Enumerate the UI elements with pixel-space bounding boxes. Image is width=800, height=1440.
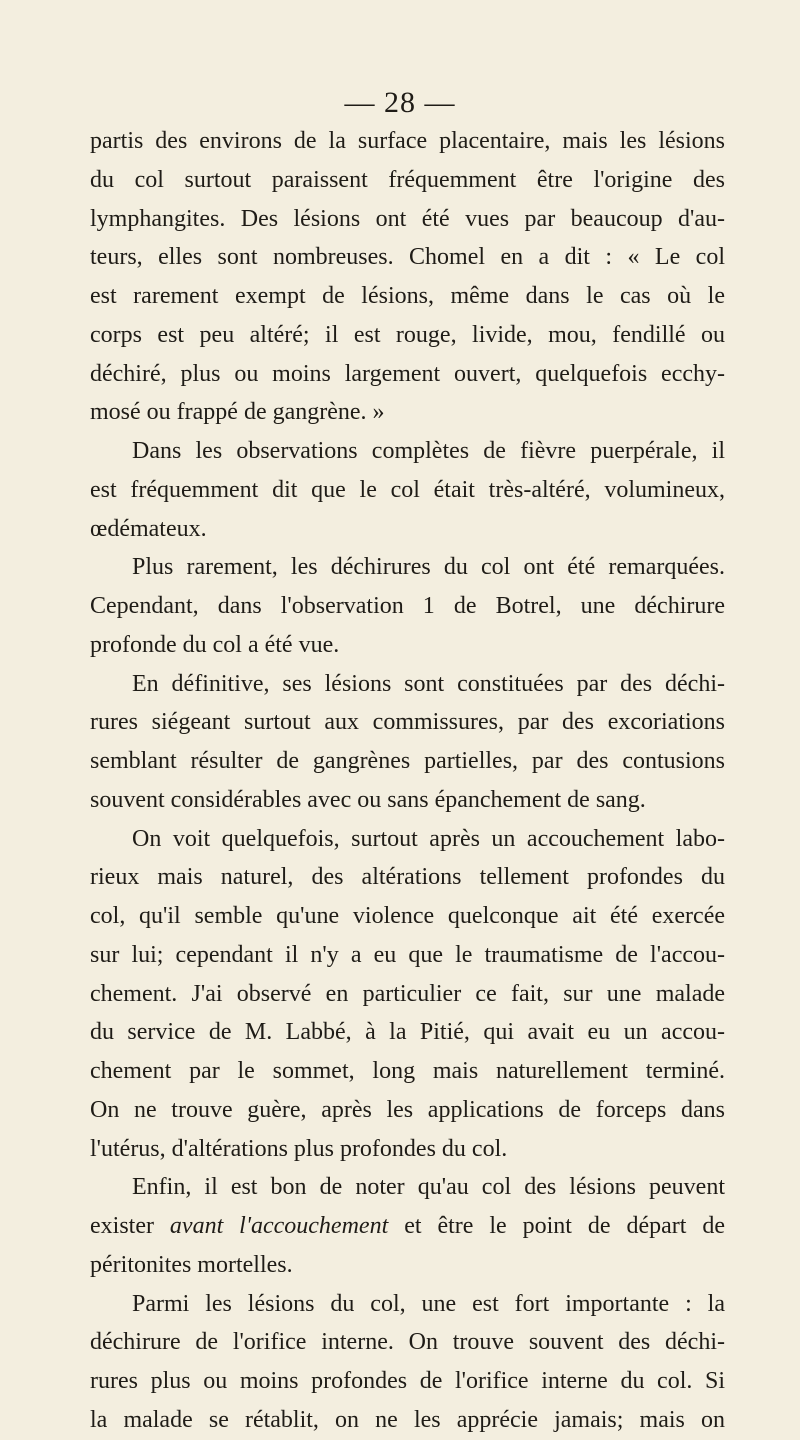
text-line: péritonites mortelles. xyxy=(90,1251,293,1278)
text-line: Plus rarement, les déchirures du col ont été remarquées. xyxy=(132,554,725,581)
text-line: du col surtout paraissent fréquemment être l'origine des xyxy=(90,166,725,193)
text-line: la malade se rétablit, on ne les apprécie jamais; mais on xyxy=(90,1406,725,1433)
text-line: chement par le sommet, long mais naturellement terminé. xyxy=(90,1058,725,1084)
text-line: Enfin, il est bon de noter qu'au col des lésions peuvent xyxy=(132,1174,725,1201)
text-line: corps est peu altéré; il est rouge, livide, mou, fendillé ou xyxy=(90,321,725,348)
text-line: col, qu'il semble qu'une violence quelconque ait été exercée xyxy=(90,903,725,929)
text-line: déchirure de l'orifice interne. On trouve souvent des déchi- xyxy=(90,1329,725,1356)
text-line: chement. J'ai observé en particulier ce fait, sur une malade xyxy=(90,980,725,1007)
text-line: On ne trouve guère, après les applications de forceps dans xyxy=(90,1096,725,1123)
body-text xyxy=(90,122,725,1440)
text-line: profonde du col a été vue. xyxy=(90,631,340,658)
text-line: teurs, elles sont nombreuses. Chomel en a dit : « Le col xyxy=(90,244,725,271)
text-line: est fréquemment dit que le col était très-altéré, volumineux, xyxy=(90,476,725,503)
text-line: Cependant, dans l'observation 1 de Botrel, une déchirure xyxy=(90,593,725,619)
text-line: déchiré, plus ou moins largement ouvert, quelquefois ecchy- xyxy=(90,360,725,387)
page-number: — 28 — xyxy=(344,86,456,119)
italic-phrase: avant l'accouchement xyxy=(169,1213,389,1239)
text-line: Parmi les lésions du col, une est fort importante : la xyxy=(132,1290,725,1317)
text-segment: exister xyxy=(90,1213,154,1239)
text-line: semblant résulter de gangrènes partielles, par des contusions xyxy=(90,748,725,774)
text-line xyxy=(90,1207,725,1246)
text-line: En définitive, ses lésions sont constituées par des déchi- xyxy=(132,670,725,697)
text-line: œdémateux. xyxy=(90,515,207,542)
text-line: l'utérus, d'altérations plus profondes du col. xyxy=(90,1135,508,1162)
text-line: Dans les observations complètes de fièvre puerpérale, il xyxy=(132,438,725,464)
text-line: est rarement exempt de lésions, même dans le cas où le xyxy=(90,283,725,309)
text-line: mosé ou frappé de gangrène. » xyxy=(90,399,385,426)
text-segment: et être le point de départ de xyxy=(404,1213,725,1239)
text-line: du service de M. Labbé, à la Pitié, qui avait eu un accou- xyxy=(90,1019,725,1046)
text-line: rures siégeant surtout aux commissures, par des excoriations xyxy=(90,709,725,736)
text-line: souvent considérables avec ou sans épanchement de sang. xyxy=(90,786,646,813)
text-line: sur lui; cependant il n'y a eu que le traumatisme de l'accou- xyxy=(90,941,725,968)
text-line: rieux mais naturel, des altérations tellement profondes du xyxy=(90,864,725,891)
text-line: rures plus ou moins profondes de l'orifice interne du col. Si xyxy=(90,1368,725,1394)
text-line: lymphangites. Des lésions ont été vues par beaucoup d'au- xyxy=(90,205,725,232)
text-line: partis des environs de la surface placentaire, mais les lésions xyxy=(90,128,725,154)
text-line: On voit quelquefois, surtout après un accouchement labo- xyxy=(132,825,725,852)
